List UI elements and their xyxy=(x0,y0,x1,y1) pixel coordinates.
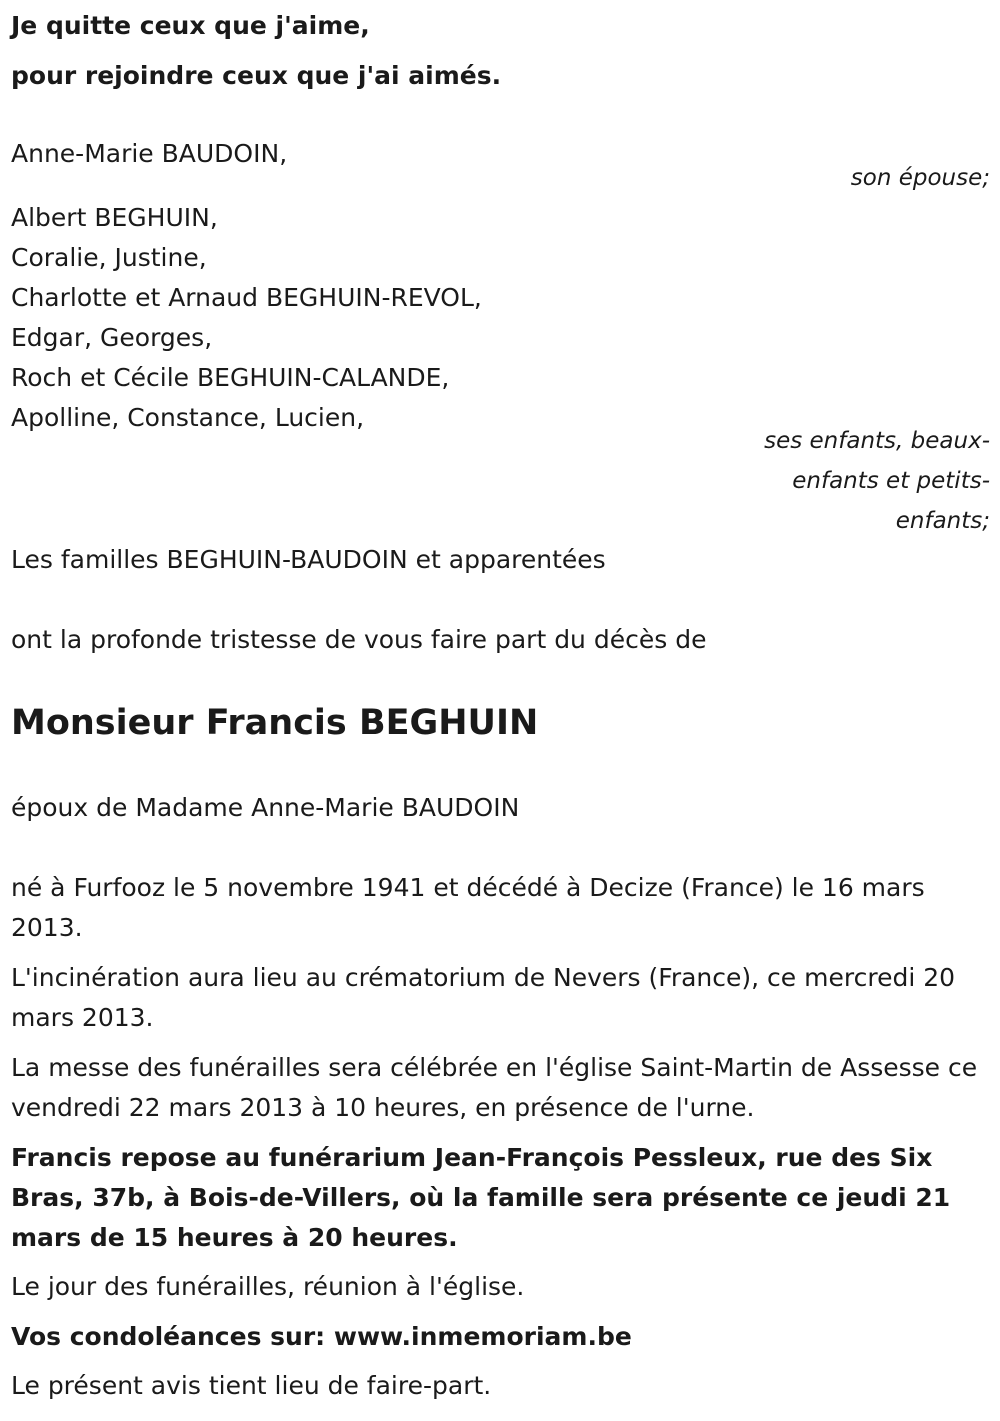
child-line-4: Edgar, Georges, xyxy=(11,323,213,352)
spouse-relation: son épouse; xyxy=(850,165,990,191)
families-line: Les familles BEGHUIN-BAUDOIN et apparentées xyxy=(11,545,606,574)
mass-paragraph: La messe des funérailles sera célébrée en l'église Saint-Martin de Assesse ce vendredi 22 mars 2013 à 10 heures, en présence de l'urne. xyxy=(11,1053,978,1122)
child-line-5: Roch et Cécile BEGHUIN-CALANDE, xyxy=(11,363,450,392)
child-line-6: Apolline, Constance, Lucien, xyxy=(11,403,365,432)
epigraph-line-1: Je quitte ceux que j'aime, xyxy=(11,11,370,40)
child-line-2: Coralie, Justine, xyxy=(11,243,207,272)
announcement-line: ont la profonde tristesse de vous faire part du décès de xyxy=(11,625,707,654)
cremation-paragraph: L'incinération aura lieu au crématorium de Nevers (France), ce mercredi 20 mars 2013. xyxy=(11,963,956,1032)
condolences-line: Vos condoléances sur: www.inmemoriam.be xyxy=(11,1322,632,1351)
child-line-3: Charlotte et Arnaud BEGHUIN-REVOL, xyxy=(11,283,482,312)
deceased-name: Monsieur Francis BEGHUIN xyxy=(11,703,539,743)
child-line-1: Albert BEGHUIN, xyxy=(11,203,218,232)
children-relation-line-2: enfants et petits- xyxy=(792,468,990,494)
spouse-name: Anne-Marie BAUDOIN, xyxy=(11,139,288,168)
notice-line: Le présent avis tient lieu de faire-part. xyxy=(11,1371,492,1400)
epigraph-line-2: pour rejoindre ceux que j'ai aimés. xyxy=(11,61,502,90)
children-relation-line-1: ses enfants, beaux- xyxy=(764,428,990,454)
meeting-line: Le jour des funérailles, réunion à l'église. xyxy=(11,1272,525,1301)
visitation-paragraph: Francis repose au funérarium Jean-François Pessleux, rue des Six Bras, 37b, à Bois-de-Villers, où la famille sera présente ce jeudi 21 mars de 15 heures à 20 heures. xyxy=(11,1143,951,1252)
birth-death-paragraph: né à Furfooz le 5 novembre 1941 et décédé à Decize (France) le 16 mars 2013. xyxy=(11,873,925,942)
children-relation-line-3: enfants; xyxy=(895,508,990,534)
spouse-of-line: époux de Madame Anne-Marie BAUDOIN xyxy=(11,793,520,822)
